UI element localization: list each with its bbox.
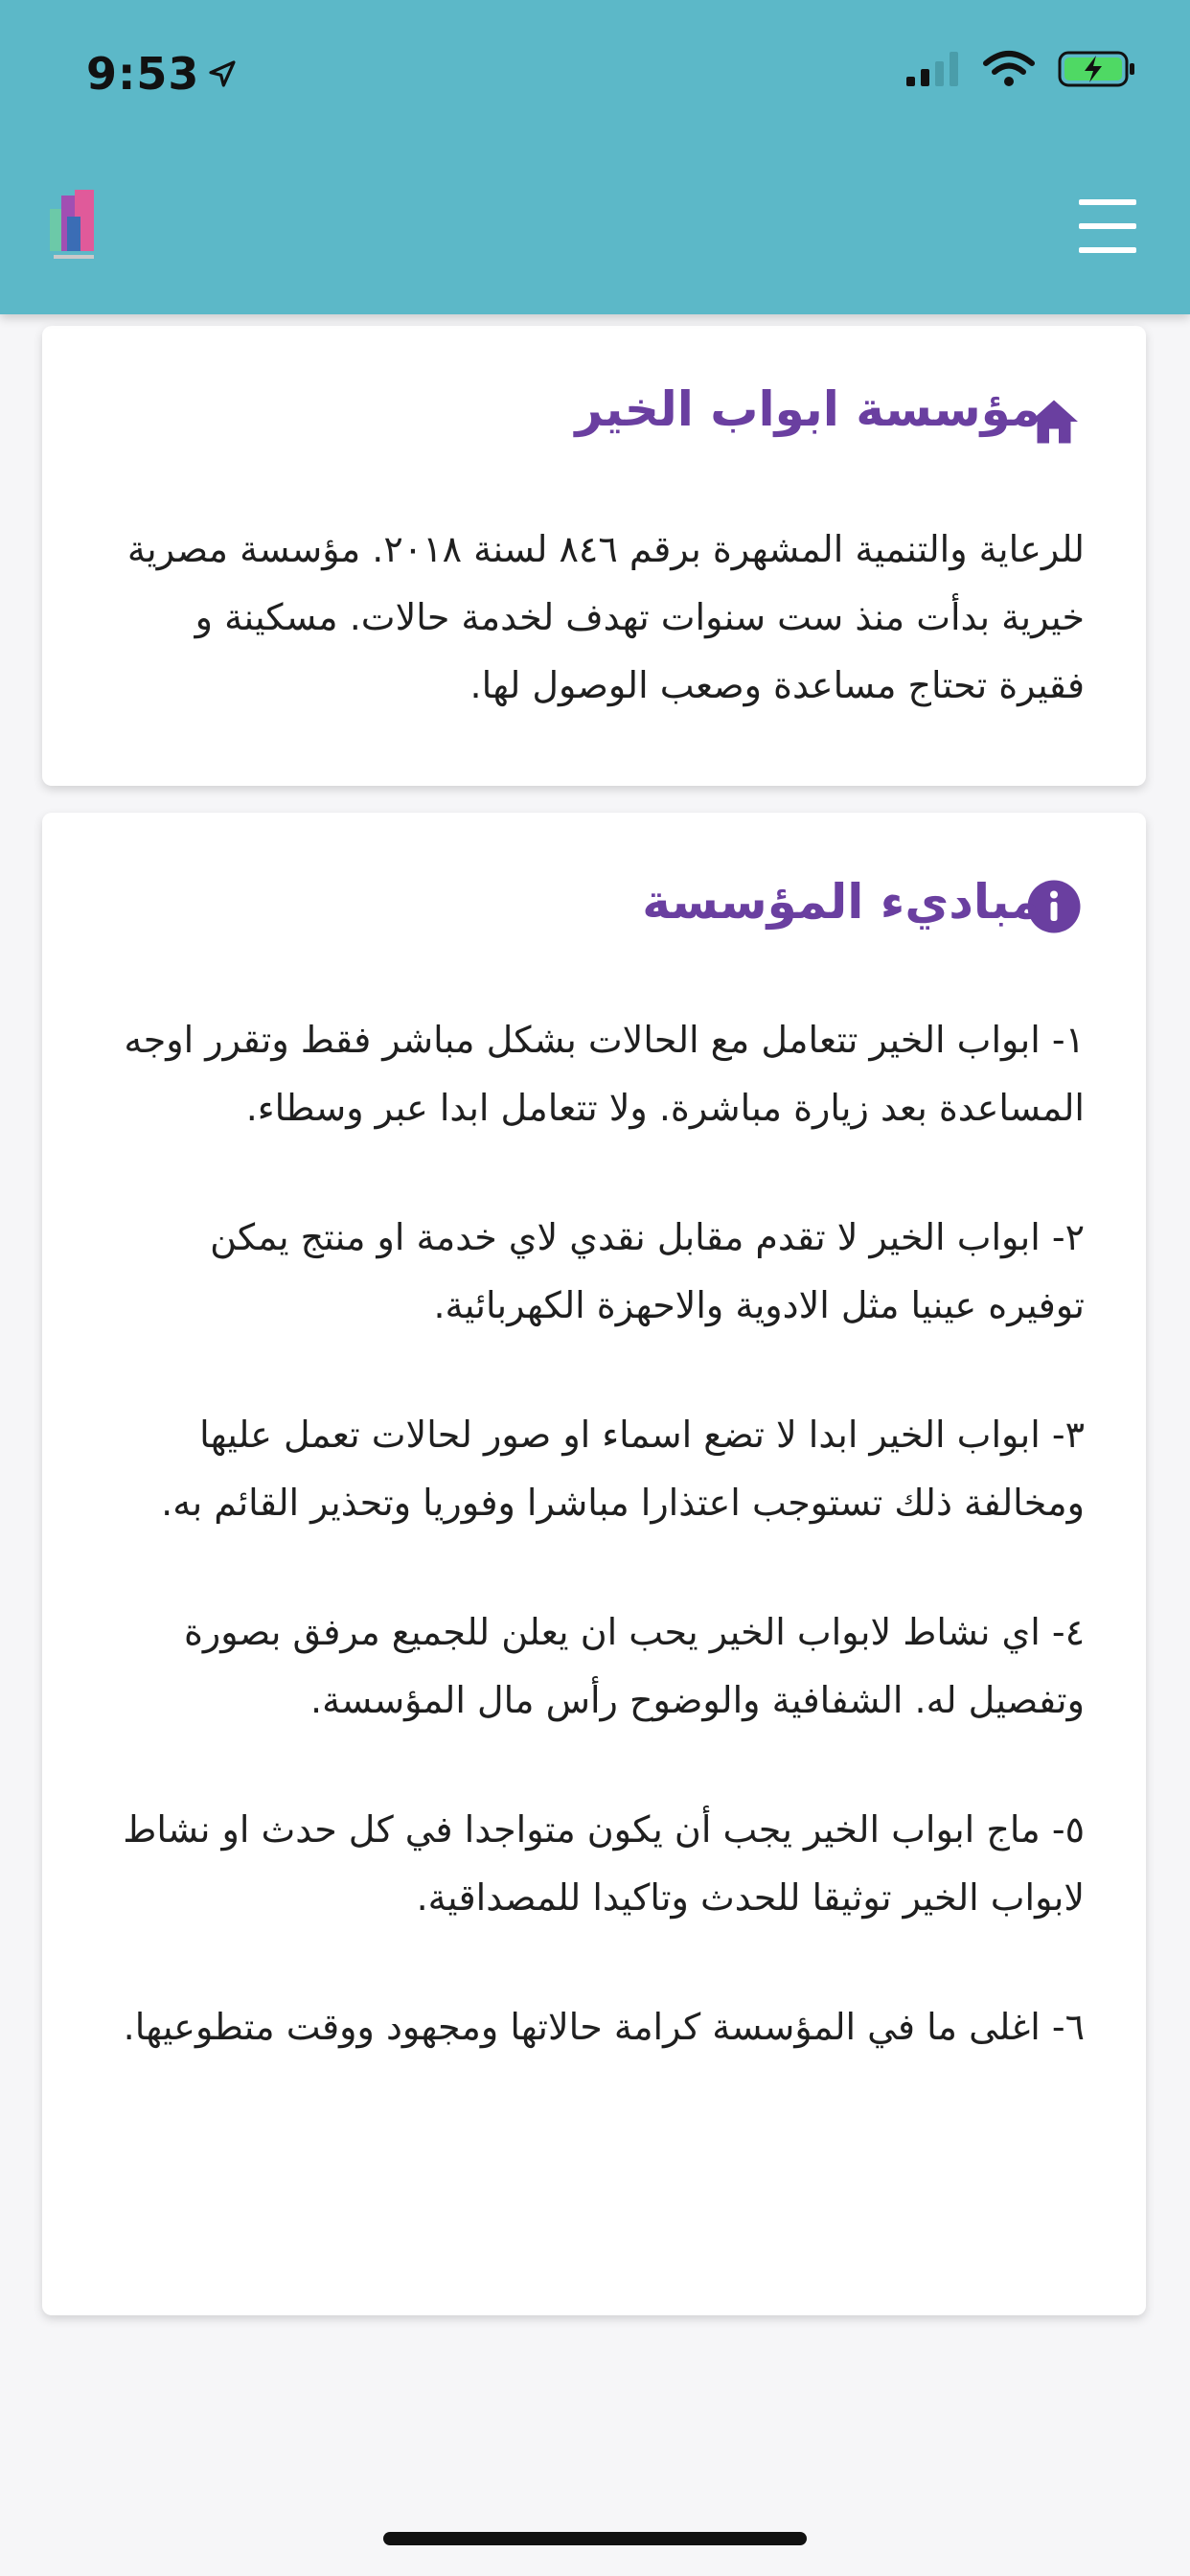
battery-charging-icon [1058, 50, 1136, 88]
menu-line-top [1079, 199, 1136, 205]
principle-item: ٥- ماج ابواب الخير يجب أن يكون متواجدا في كل حدث او نشاط لابواب الخير توثيقا للحدث وتاكيدا للمصداقية. [123, 1808, 1085, 1919]
buildings-logo-icon[interactable] [48, 188, 100, 264]
menu-line-bottom [1079, 247, 1136, 253]
principles-card [42, 813, 1146, 2315]
hamburger-menu-icon[interactable] [1067, 199, 1136, 253]
principle-item: ٢- ابواب الخير لا تقدم مقابل نقدي لاي خدمة او منتج يمكن توفيره عينيا مثل الادوية والاحهزة الكهربائية. [210, 1216, 1085, 1326]
principle-item: ٦- اغلى ما في المؤسسة كرامة حالاتها ومجهود ووقت متطوعيها. [123, 2006, 1085, 2048]
principles-list [107, 1006, 1085, 2123]
principles-title: مباديء المؤسسة [642, 874, 1041, 930]
menu-line-middle [1079, 223, 1136, 229]
status-bar-icons [904, 50, 1136, 88]
status-bar-time [86, 48, 238, 100]
cellular-signal-icon [904, 50, 960, 88]
location-arrow-icon [207, 58, 238, 89]
home-indicator[interactable] [383, 2532, 807, 2545]
principle-item: ١- ابواب الخير تتعامل مع الحالات بشكل مباشر فقط وتقرر اوجه المساعدة بعد زيارة مباشرة. ولا تتعامل ابدا عبر وسطاء. [124, 1019, 1085, 1129]
status-time-text: 9:53 [86, 48, 200, 100]
about-title: مؤسسة ابواب الخير [575, 381, 1041, 437]
app-header [0, 0, 1190, 314]
about-card [42, 326, 1146, 786]
principle-item: ٣- ابواب الخير ابدا لا تضع اسماء او صور لحالات تعمل عليها ومخالفة ذلك تستوجب اعتذارا مباشرا وفوريا وتحذير القائم به. [161, 1414, 1085, 1524]
principle-item: ٤- اي نشاط لابواب الخير يحب ان يعلن للجميع مرفق بصورة وتفصيل له. الشفافية والوضوح رأس مال المؤسسة. [184, 1611, 1085, 1721]
about-text: للرعاية والتنمية المشهرة برقم ٨٤٦ لسنة ٢٠١٨. مؤسسة مصرية خيرية بدأت منذ ست سنوات تهدف لخدمة حالات. مسكينة و فقيرة تحتاج مساعدة وصعب الوصول لها. [126, 528, 1085, 706]
wifi-icon [983, 50, 1035, 88]
